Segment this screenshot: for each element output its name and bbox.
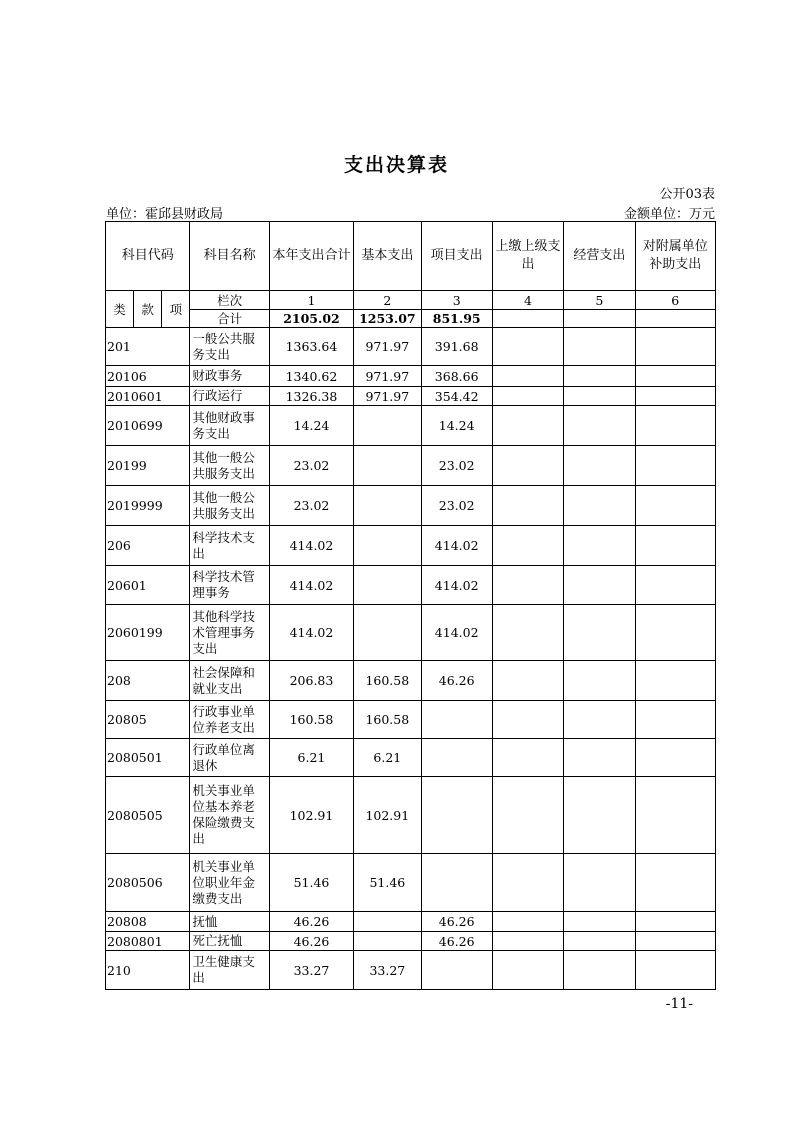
header-upper: 上缴上级支出 — [492, 222, 563, 291]
amount-business — [564, 406, 635, 446]
subject-name: 卫生健康支出 — [190, 951, 269, 990]
table-row — [106, 366, 716, 387]
amount-subsidy — [635, 777, 715, 854]
amount-subsidy — [635, 328, 715, 366]
subject-code: 2019999 — [106, 486, 190, 526]
amount-business — [564, 566, 635, 605]
header-name: 科目名称 — [190, 222, 269, 291]
amount-basic: 971.97 — [354, 387, 421, 406]
total-amount: 2105.02 — [269, 310, 353, 328]
amount-subsidy — [635, 566, 715, 605]
unit-label: 单位：霍邱县财政局 — [106, 207, 224, 222]
subject-code: 20106 — [106, 366, 190, 387]
total-row — [106, 310, 716, 328]
amount-project: 414.02 — [421, 605, 492, 661]
amount-business — [564, 777, 635, 854]
empty-cell — [635, 310, 715, 328]
amount-basic — [354, 932, 421, 951]
amount-project — [421, 951, 492, 990]
col-number: 6 — [635, 291, 715, 310]
col-number: 5 — [564, 291, 635, 310]
subject-code: 210 — [106, 951, 190, 990]
amount-total: 414.02 — [269, 566, 353, 605]
subject-name: 其他财政事务支出 — [190, 406, 269, 446]
subject-name: 其他一般公共服务支出 — [190, 486, 269, 526]
amount-project — [421, 701, 492, 739]
amount-upper — [492, 566, 563, 605]
header-total: 本年支出合计 — [269, 222, 353, 291]
form-number: 公开03表 — [659, 187, 715, 202]
amount-business — [564, 605, 635, 661]
amount-business — [564, 387, 635, 406]
amount-total: 46.26 — [269, 912, 353, 932]
amount-subsidy — [635, 486, 715, 526]
subject-name: 机关事业单位职业年金缴费支出 — [190, 854, 269, 912]
amount-basic: 102.91 — [354, 777, 421, 854]
amount-upper — [492, 446, 563, 486]
amount-total: 46.26 — [269, 932, 353, 951]
amount-basic: 6.21 — [354, 739, 421, 777]
header-col-label: 栏次 — [190, 291, 269, 310]
amount-total: 23.02 — [269, 446, 353, 486]
amount-basic — [354, 406, 421, 446]
amount-project — [421, 739, 492, 777]
amount-subsidy — [635, 605, 715, 661]
money-unit-label: 金额单位：万元 — [623, 207, 715, 222]
col-number: 1 — [269, 291, 353, 310]
subject-code: 2080801 — [106, 932, 190, 951]
total-basic: 1253.07 — [354, 310, 421, 328]
table-row — [106, 486, 716, 526]
subject-name: 抚恤 — [190, 912, 269, 932]
amount-basic: 971.97 — [354, 366, 421, 387]
amount-project — [421, 777, 492, 854]
amount-project: 23.02 — [421, 486, 492, 526]
amount-basic — [354, 605, 421, 661]
amount-upper — [492, 328, 563, 366]
amount-basic: 160.58 — [354, 661, 421, 701]
header-lei: 类 — [106, 291, 134, 328]
amount-business — [564, 526, 635, 566]
amount-upper — [492, 912, 563, 932]
amount-total: 414.02 — [269, 605, 353, 661]
table-row — [106, 932, 716, 951]
page-number: -11- — [665, 996, 693, 1012]
table-row — [106, 387, 716, 406]
amount-upper — [492, 739, 563, 777]
amount-upper — [492, 932, 563, 951]
header-kuan: 款 — [134, 291, 162, 328]
subject-name: 行政单位离退休 — [190, 739, 269, 777]
header-code: 科目代码 — [106, 222, 190, 291]
amount-subsidy — [635, 701, 715, 739]
amount-upper — [492, 387, 563, 406]
amount-project: 414.02 — [421, 526, 492, 566]
subject-name: 科学技术支出 — [190, 526, 269, 566]
header-basic: 基本支出 — [354, 222, 421, 291]
amount-upper — [492, 854, 563, 912]
subject-code: 2060199 — [106, 605, 190, 661]
subject-code: 208 — [106, 661, 190, 701]
amount-subsidy — [635, 526, 715, 566]
amount-project: 354.42 — [421, 387, 492, 406]
col-number: 3 — [421, 291, 492, 310]
table-row — [106, 406, 716, 446]
amount-basic — [354, 912, 421, 932]
amount-upper — [492, 951, 563, 990]
amount-basic — [354, 526, 421, 566]
subject-code: 20805 — [106, 701, 190, 739]
amount-total: 1340.62 — [269, 366, 353, 387]
amount-business — [564, 701, 635, 739]
amount-project: 414.02 — [421, 566, 492, 605]
amount-business — [564, 446, 635, 486]
amount-upper — [492, 701, 563, 739]
page-title: 支出决算表 — [343, 154, 449, 176]
subject-name: 死亡抚恤 — [190, 932, 269, 951]
subject-name: 一般公共服务支出 — [190, 328, 269, 366]
subject-code: 20601 — [106, 566, 190, 605]
amount-business — [564, 661, 635, 701]
header-business: 经营支出 — [564, 222, 635, 291]
amount-upper — [492, 777, 563, 854]
amount-total: 14.24 — [269, 406, 353, 446]
table-row — [106, 777, 716, 854]
amount-business — [564, 366, 635, 387]
amount-project — [421, 854, 492, 912]
amount-basic: 33.27 — [354, 951, 421, 990]
amount-business — [564, 951, 635, 990]
amount-project: 14.24 — [421, 406, 492, 446]
table-row — [106, 526, 716, 566]
amount-total: 102.91 — [269, 777, 353, 854]
empty-cell — [564, 310, 635, 328]
amount-project: 46.26 — [421, 661, 492, 701]
subject-name: 机关事业单位基本养老保险缴费支出 — [190, 777, 269, 854]
amount-upper — [492, 661, 563, 701]
header-project: 项目支出 — [421, 222, 492, 291]
amount-subsidy — [635, 951, 715, 990]
amount-total: 1326.38 — [269, 387, 353, 406]
amount-subsidy — [635, 366, 715, 387]
subject-code: 206 — [106, 526, 190, 566]
table-row — [106, 854, 716, 912]
subject-code: 2010601 — [106, 387, 190, 406]
subject-name: 财政事务 — [190, 366, 269, 387]
table-row — [106, 739, 716, 777]
table-row — [106, 328, 716, 366]
amount-business — [564, 328, 635, 366]
amount-subsidy — [635, 739, 715, 777]
amount-basic: 971.97 — [354, 328, 421, 366]
amount-subsidy — [635, 406, 715, 446]
amount-total: 414.02 — [269, 526, 353, 566]
amount-project: 23.02 — [421, 446, 492, 486]
col-number: 4 — [492, 291, 563, 310]
amount-business — [564, 932, 635, 951]
amount-total: 51.46 — [269, 854, 353, 912]
col-number: 2 — [354, 291, 421, 310]
header-xiang: 项 — [162, 291, 190, 328]
subject-name: 其他一般公共服务支出 — [190, 446, 269, 486]
amount-subsidy — [635, 387, 715, 406]
subject-name: 其他科学技术管理事务支出 — [190, 605, 269, 661]
subject-code: 2080501 — [106, 739, 190, 777]
amount-upper — [492, 406, 563, 446]
table-row — [106, 701, 716, 739]
amount-subsidy — [635, 661, 715, 701]
empty-cell — [492, 310, 563, 328]
amount-subsidy — [635, 854, 715, 912]
expenditure-table — [105, 221, 716, 990]
amount-project: 46.26 — [421, 912, 492, 932]
amount-basic — [354, 446, 421, 486]
table-row — [106, 566, 716, 605]
subject-name: 社会保障和就业支出 — [190, 661, 269, 701]
header-subsidy: 对附属单位补助支出 — [635, 222, 715, 291]
amount-total: 23.02 — [269, 486, 353, 526]
amount-total: 160.58 — [269, 701, 353, 739]
table-row — [106, 661, 716, 701]
amount-basic — [354, 486, 421, 526]
subject-code: 201 — [106, 328, 190, 366]
total-project: 851.95 — [421, 310, 492, 328]
table-row — [106, 951, 716, 990]
subject-code: 2010699 — [106, 406, 190, 446]
subject-code: 20199 — [106, 446, 190, 486]
amount-subsidy — [635, 932, 715, 951]
header-row — [106, 222, 716, 291]
total-label: 合计 — [190, 310, 269, 328]
amount-subsidy — [635, 446, 715, 486]
table-row — [106, 912, 716, 932]
amount-business — [564, 486, 635, 526]
table-row — [106, 605, 716, 661]
amount-upper — [492, 486, 563, 526]
amount-business — [564, 912, 635, 932]
table-row — [106, 446, 716, 486]
amount-basic — [354, 566, 421, 605]
amount-project: 46.26 — [421, 932, 492, 951]
amount-total: 6.21 — [269, 739, 353, 777]
subject-code: 20808 — [106, 912, 190, 932]
amount-upper — [492, 605, 563, 661]
subject-name: 行政运行 — [190, 387, 269, 406]
amount-total: 33.27 — [269, 951, 353, 990]
amount-upper — [492, 366, 563, 387]
amount-project: 391.68 — [421, 328, 492, 366]
amount-project: 368.66 — [421, 366, 492, 387]
amount-total: 1363.64 — [269, 328, 353, 366]
column-number-row — [106, 291, 716, 310]
subject-name: 行政事业单位养老支出 — [190, 701, 269, 739]
amount-business — [564, 739, 635, 777]
subject-name: 科学技术管理事务 — [190, 566, 269, 605]
amount-subsidy — [635, 912, 715, 932]
amount-basic: 51.46 — [354, 854, 421, 912]
subject-code: 2080506 — [106, 854, 190, 912]
subject-code: 2080505 — [106, 777, 190, 854]
amount-upper — [492, 526, 563, 566]
amount-total: 206.83 — [269, 661, 353, 701]
amount-business — [564, 854, 635, 912]
amount-basic: 160.58 — [354, 701, 421, 739]
